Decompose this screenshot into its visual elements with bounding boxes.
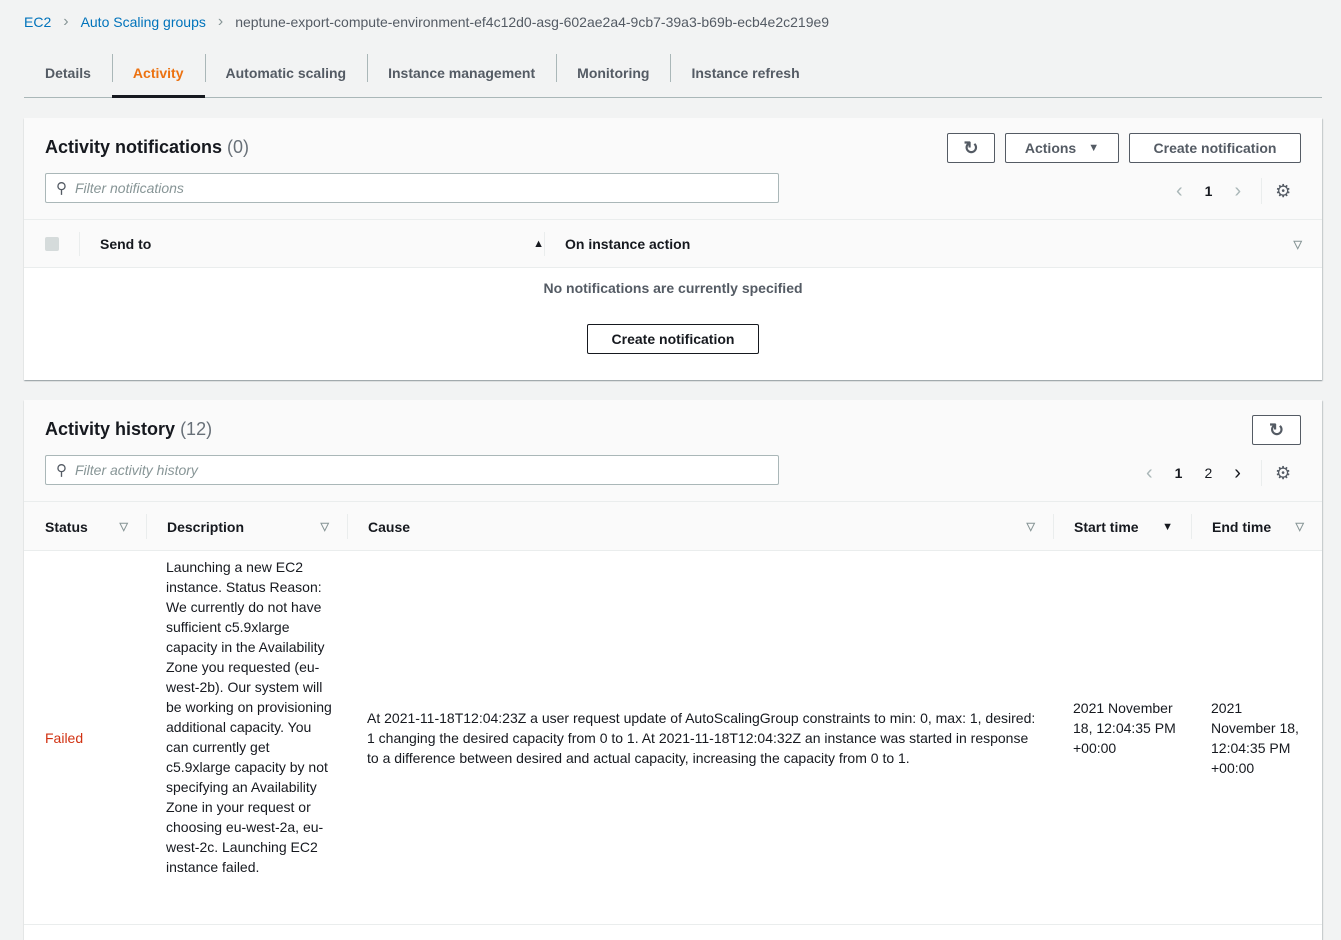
divider (1261, 178, 1262, 204)
pagination (1146, 460, 1291, 486)
status-failed: Failed (45, 730, 84, 746)
chevron-right-icon: › (63, 13, 69, 30)
chevron-right-icon: › (217, 13, 224, 30)
page-2[interactable]: 2 (1204, 465, 1213, 481)
refresh-icon: ↻ (963, 137, 979, 158)
sort-icon: ▽ (1295, 521, 1304, 533)
table-row (24, 551, 1322, 925)
empty-create-notification-button[interactable]: Create notification (587, 324, 759, 354)
search-icon: ⚲ (56, 180, 67, 197)
empty-state-text: No notifications are currently specified (543, 280, 803, 296)
page-1[interactable]: 1 (1174, 465, 1183, 481)
sort-icon: ▽ (1026, 521, 1035, 533)
search-icon: ⚲ (56, 462, 67, 479)
sort-ascending-icon: ▲ (533, 238, 544, 250)
settings-gear-icon[interactable]: ⚙ (1274, 462, 1292, 483)
filter-activity-history-input[interactable] (75, 462, 755, 478)
column-cause[interactable]: Cause ▽ (347, 502, 1053, 551)
breadcrumb (24, 13, 829, 31)
table-header (24, 219, 1322, 268)
page-1[interactable]: 1 (1204, 183, 1213, 199)
tab-instance-refresh[interactable]: Instance refresh (670, 48, 820, 97)
tab-automatic-scaling[interactable]: Automatic scaling (205, 48, 368, 97)
panel-title: Activity history (12) (45, 419, 213, 439)
sort-descending-icon: ▼ (1162, 520, 1173, 533)
column-end-time[interactable]: End time ▽ (1191, 502, 1322, 551)
actions-button[interactable]: Actions ▼ (1005, 133, 1119, 163)
breadcrumb-auto-scaling-groups[interactable]: Auto Scaling groups (80, 14, 206, 30)
breadcrumb-current: neptune-export-compute-environment-ef4c12d0-asg-602ae2a4-9cb7-39a3-b69b-ecb4e2c219e9 (235, 14, 830, 30)
column-start-time[interactable]: Start time ▼ (1053, 502, 1191, 551)
panel-header (24, 118, 1322, 268)
tab-details[interactable]: Details (45, 64, 91, 81)
filter-activity-history (45, 455, 779, 485)
sort-icon: ▽ (1293, 238, 1302, 251)
description-cell: Launching a new EC2 instance. Status Reason: We currently do not have sufficient c5.9xlarge capacity in the Availability Zone you requested (eu-west-2b). Our system will be working on provisioning additional capacity. You can currently get c5.9xlarge capacity by not specifying an Availability Zone in your request or choosing eu-west-2a, eu-west-2c. Launching EC2 instance failed. (166, 559, 332, 875)
count: (0) (227, 137, 250, 157)
refresh-button[interactable] (1252, 415, 1301, 445)
divider (1261, 460, 1262, 486)
refresh-icon: ↻ (1268, 419, 1285, 440)
activity-history-panel (24, 400, 1322, 940)
panel-header (24, 400, 1322, 551)
sort-icon: ▽ (320, 521, 329, 533)
column-on-instance-action[interactable]: On instance action ▽ (544, 220, 1302, 268)
chevron-right-icon[interactable]: › (1234, 179, 1242, 202)
tab-bar (24, 48, 1322, 98)
refresh-button[interactable] (947, 133, 995, 163)
filter-notifications (45, 173, 779, 203)
column-description[interactable]: Description ▽ (146, 502, 347, 551)
end-time-cell: 2021 November 18, 12:04:35 PM +00:00 (1211, 700, 1299, 776)
select-all-checkbox[interactable] (45, 237, 59, 251)
filter-notifications-input[interactable] (75, 180, 755, 196)
create-notification-button[interactable]: Create notification (1129, 133, 1301, 163)
chevron-left-icon[interactable]: ‹ (1146, 461, 1153, 484)
chevron-left-icon[interactable]: ‹ (1176, 179, 1183, 202)
sort-icon: ▽ (119, 521, 128, 533)
settings-gear-icon[interactable]: ⚙ (1275, 180, 1292, 201)
chevron-right-icon[interactable]: › (1234, 461, 1241, 484)
tab-instance-management[interactable]: Instance management (367, 48, 556, 97)
tab-activity[interactable]: Activity (112, 48, 205, 97)
panel-title: Activity notifications (0) (45, 137, 250, 157)
breadcrumb-ec2[interactable]: EC2 (24, 14, 52, 30)
cause-cell: At 2021-11-18T12:04:23Z a user request update of AutoScalingGroup constraints to min: 0, max: 1, desired: 1 changing the desired capacity from 0 to 1. At 2021-11-18T12:04:32Z an instance was started in response to a difference between desired and actual capacity, increasing the capacity from 0 to 1. (367, 710, 1036, 766)
column-status[interactable]: Status ▽ (45, 518, 128, 535)
table-header (24, 501, 1322, 551)
tab-monitoring[interactable]: Monitoring (556, 48, 670, 97)
start-time-cell: 2021 November 18, 12:04:35 PM +00:00 (1073, 700, 1176, 756)
column-send-to[interactable]: Send to ▲ (79, 220, 544, 268)
pagination (1176, 178, 1291, 204)
count: (12) (180, 419, 213, 439)
caret-down-icon: ▼ (1088, 142, 1100, 154)
activity-notifications-panel (24, 118, 1322, 380)
